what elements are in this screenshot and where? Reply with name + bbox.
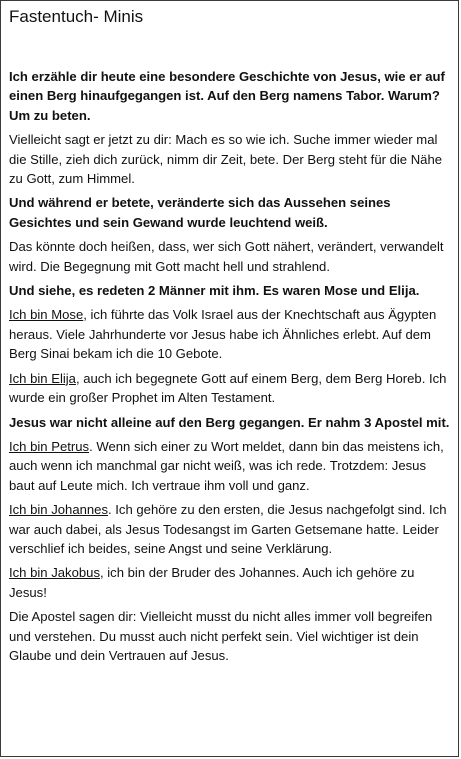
paragraph-5	[9, 281, 452, 300]
paragraph-12	[9, 607, 452, 665]
paragraph-text: . Wenn sich einer zu Wort meldet, dann bin das meistens ich, auch wenn ich manchmal gar nicht weiß, was ich rede. Trotzdem: Jesus baut auf Leute mich. Ich vertraue ihm voll und ganz.	[9, 438, 444, 493]
document-title: Fastentuch- Minis	[9, 7, 144, 26]
paragraph-mose	[9, 305, 452, 363]
speaker-lead-elija: Ich bin Elija	[9, 370, 76, 386]
paragraph-1	[9, 67, 452, 125]
paragraph-text: , auch ich begegnete Gott auf einem Berg, dem Berg Horeb. Ich wurde ein großer Prophet im Alten Testament.	[9, 370, 447, 406]
paragraph-8	[9, 413, 452, 432]
paragraph-text: Jesus war nicht alleine auf den Berg gegangen. Er nahm 3 Apostel mit.	[9, 414, 450, 430]
paragraph-4	[9, 237, 452, 276]
paragraph-jakobus	[9, 563, 452, 602]
speaker-lead-jakobus: Ich bin Jakobus	[9, 565, 100, 581]
paragraph-text: Und während er betete, veränderte sich das Aussehen seines Gesichtes und sein Gewand wurde leuchtend weiß.	[9, 195, 391, 230]
document-body	[9, 67, 452, 670]
speaker-lead-petrus: Ich bin Petrus	[9, 438, 90, 454]
paragraph-text: Und siehe, es redeten 2 Männer mit ihm. Es waren Mose und Elija.	[9, 283, 420, 299]
paragraph-johannes	[9, 500, 452, 558]
paragraph-3	[9, 193, 452, 232]
paragraph-text: . Ich gehöre zu den ersten, die Jesus nachgefolgt sind. Ich war auch dabei, als Jesus Todesangst im Garten Getsemane hatte. Leider verschlief ich beides, seine Angst und seine Verklärung.	[9, 502, 447, 556]
paragraph-text: Ich erzähle dir heute eine besondere Geschichte von Jesus, wie er auf einen Berg hinaufgegangen ist. Auf den Berg namens Tabor. Warum? Um zu beten.	[9, 69, 445, 123]
speaker-lead-johannes: Ich bin Johannes	[9, 502, 109, 518]
paragraph-text: Die Apostel sagen dir: Vielleicht musst du nicht alles immer voll begreifen und verstehen. Du musst auch nicht perfekt sein. Viel wichtiger ist dein Glaube und dein Vertrauen auf Jesus.	[9, 609, 433, 663]
paragraph-text: Das könnte doch heißen, dass, wer sich Gott nähert, verändert, verwandelt wird. Die Begegnung mit Gott macht hell und strahlend.	[9, 239, 444, 274]
paragraph-text: , ich führte das Volk Israel aus der Knechtschaft aus Ägypten heraus. Viele Jahrhunderte vor Jesus habe ich Ähnliches erlebt. Auf dem Berg Sinai bekam ich die 10 Gebote.	[9, 307, 437, 362]
paragraph-2	[9, 130, 452, 188]
paragraph-text: Vielleicht sagt er jetzt zu dir: Mach es so wie ich. Suche immer wieder mal die Stille, zieh dich zurück, nimm dir Zeit, bete. Der Berg steht für die Nähe zu Gott, zum Himmel.	[9, 132, 443, 187]
paragraph-elija	[9, 369, 452, 408]
paragraph-petrus	[9, 437, 452, 495]
paragraph-text: , ich bin der Bruder des Johannes. Auch ich gehöre zu Jesus!	[9, 565, 415, 600]
speaker-lead-mose: Ich bin Mose	[9, 307, 84, 323]
